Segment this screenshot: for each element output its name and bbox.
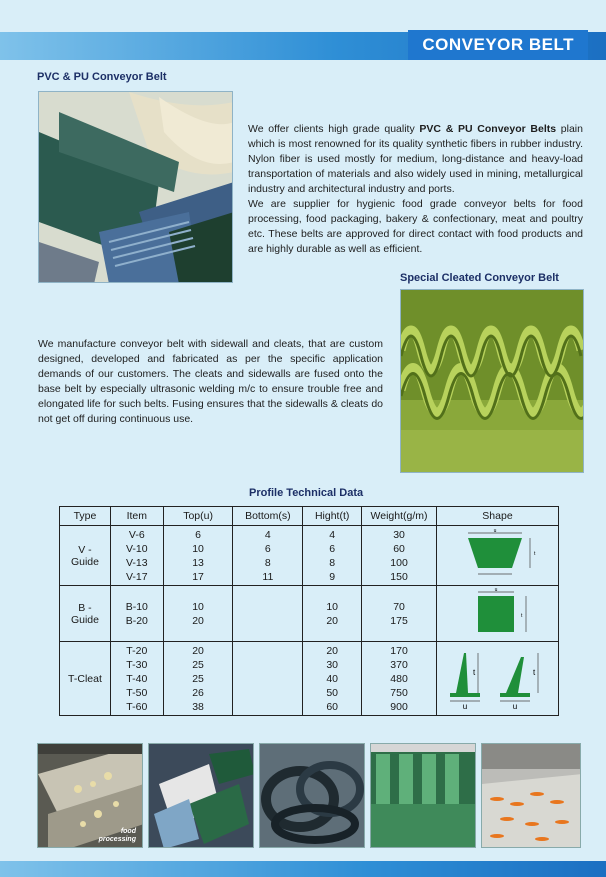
table-cell: T-50 <box>126 686 148 699</box>
bottom-t-cleat <box>233 642 303 716</box>
table-cell: 900 <box>390 700 408 713</box>
shape-label-t: t <box>533 668 536 677</box>
table-cell: 370 <box>390 658 408 671</box>
section-heading-cleated: Special Cleated Conveyor Belt <box>400 272 559 284</box>
gallery-photo-belt-samples <box>148 743 254 848</box>
pvc-description <box>248 122 583 197</box>
table-cell: 20 <box>192 644 204 657</box>
table-cell: 100 <box>390 556 408 569</box>
shape-b-guide <box>436 586 558 642</box>
gallery-photo-timing-belts <box>259 743 365 848</box>
gallery-photo-green-belt <box>370 743 476 848</box>
shape-v-guide <box>436 526 558 586</box>
shape-label-t: t <box>521 613 523 619</box>
bottom-v-guide <box>233 526 303 586</box>
table-cell: 4 <box>329 528 336 541</box>
height-v-guide <box>303 526 362 586</box>
food-processing-caption <box>99 828 136 844</box>
v-guide-shape-diagram <box>442 526 552 582</box>
table-cell: 70 <box>393 600 405 613</box>
shape-t-cleat <box>436 642 558 716</box>
table-cell: 30 <box>393 528 405 541</box>
bottom-b-guide <box>233 586 303 642</box>
table-cell: 50 <box>326 686 339 699</box>
type-b-guide: B - Guide <box>60 586 111 642</box>
table-cell: 150 <box>390 570 408 583</box>
table-cell: 170 <box>390 644 408 657</box>
table-cell: 750 <box>390 686 408 699</box>
top-v-guide <box>163 526 233 586</box>
table-cell: 480 <box>390 672 408 685</box>
table-cell: 60 <box>326 700 339 713</box>
table-cell: T-20 <box>126 644 148 657</box>
cleated-belt-photo <box>400 289 584 473</box>
table-cell: V-17 <box>126 570 148 583</box>
table-cell: 13 <box>192 556 204 569</box>
table-cell: 20 <box>326 644 339 657</box>
table-cell: 25 <box>192 672 204 685</box>
gallery-photo-food-processing <box>37 743 143 848</box>
cleated-description: We manufacture conveyor belt with sidewall and cleats, that are custom designed, developed and fabricated as per the specific application demands of our customers. The cleats and sidewalls are fused onto the base belt by especially ultrasonic welding m/c to ensure trouble free and elongated life for such belts. Fusing ensures that the sidewalls & cleats do not get off during continuous use. <box>38 338 383 425</box>
type-t-cleat: T-Cleat <box>60 642 111 716</box>
table-cell: 6 <box>264 542 271 555</box>
table-cell: 60 <box>393 542 405 555</box>
header-height: Hight(t) <box>303 507 362 526</box>
table-cell: 20 <box>326 614 339 627</box>
table-cell: 9 <box>329 570 336 583</box>
header-type: Type <box>60 507 111 526</box>
table-cell: 10 <box>192 600 204 613</box>
gallery-photo-carrots-conveyor <box>481 743 581 848</box>
b-guide-shape-diagram <box>442 586 552 638</box>
items-v-guide <box>110 526 163 586</box>
shape-label-t: t <box>473 668 476 677</box>
caption-line: processing <box>98 836 136 843</box>
items-t-cleat <box>110 642 163 716</box>
table-header-row <box>60 507 559 526</box>
table-cell: 175 <box>390 614 408 627</box>
section-heading-pvc: PVC & PU Conveyor Belt <box>37 71 167 83</box>
shape-label-u: u <box>495 587 498 593</box>
footer-band <box>0 861 606 877</box>
table-cell: 8 <box>329 556 336 569</box>
page-title: CONVEYOR BELT <box>408 30 588 60</box>
table-cell: 20 <box>192 614 204 627</box>
height-b-guide <box>303 586 362 642</box>
table-row-b-guide <box>60 586 559 642</box>
header-top: Top(u) <box>163 507 233 526</box>
type-v-guide: V - Guide <box>60 526 111 586</box>
table-cell: V-13 <box>126 556 148 569</box>
table-cell: 6 <box>329 542 336 555</box>
food-grade-description: We are supplier for hygienic food grade conveyor belts for food processing, food packaging, bakery & confectionary, meat and poultry etc. These belts are approved for direct contact with food products and are highly durable as well as efficient. <box>248 198 583 255</box>
technical-data-table <box>59 506 559 716</box>
table-cell: T-60 <box>126 700 148 713</box>
table-cell: 10 <box>326 600 339 613</box>
header-item: Item <box>110 507 163 526</box>
pvc-text-intro: We offer clients high grade quality <box>248 123 420 135</box>
shape-label-u: u <box>494 528 497 534</box>
header-weight: Weight(g/m) <box>362 507 437 526</box>
items-b-guide <box>110 586 163 642</box>
table-cell: B-10 <box>125 600 148 613</box>
weight-v-guide <box>362 526 437 586</box>
table-caption: Profile Technical Data <box>249 487 364 499</box>
table-row-t-cleat <box>60 642 559 716</box>
table-cell: 38 <box>192 700 204 713</box>
table-cell: 25 <box>192 658 204 671</box>
table-row-v-guide <box>60 526 559 586</box>
top-t-cleat <box>163 642 233 716</box>
header-bottom: Bottom(s) <box>233 507 303 526</box>
weight-t-cleat <box>362 642 437 716</box>
table-cell: V-10 <box>126 542 148 555</box>
table-cell: 26 <box>192 686 204 699</box>
pvc-belt-photo <box>38 91 233 283</box>
table-cell: B-20 <box>125 614 148 627</box>
weight-b-guide <box>362 586 437 642</box>
table-cell: 4 <box>264 528 271 541</box>
table-cell: 11 <box>262 570 274 583</box>
shape-label-t: t <box>534 551 536 557</box>
shape-label-u: u <box>513 702 518 711</box>
table-cell: 30 <box>326 658 339 671</box>
table-cell: 17 <box>192 570 204 583</box>
height-t-cleat <box>303 642 362 716</box>
table-cell: 6 <box>195 528 201 541</box>
pvc-text-body: plain which is most renowned for its quality synthetic fibers in rubber industry. Nylon fiber is used mostly for medium, long-distance and heavy-load transportation of materials and also widely used in mining, metallurgical industry and architectural industry and ports. <box>248 123 583 195</box>
header-shape: Shape <box>436 507 558 526</box>
table-cell: V-6 <box>128 528 145 541</box>
top-b-guide <box>163 586 233 642</box>
table-cell: 8 <box>264 556 271 569</box>
pvc-text-bold: PVC & PU Conveyor Belts <box>419 123 557 135</box>
t-cleat-shape-diagram <box>438 643 556 711</box>
caption-line: food <box>120 828 136 835</box>
shape-label-u: u <box>463 702 468 711</box>
table-cell: 10 <box>192 542 204 555</box>
table-cell: T-30 <box>126 658 148 671</box>
table-cell: 40 <box>326 672 339 685</box>
table-cell: T-40 <box>126 672 148 685</box>
